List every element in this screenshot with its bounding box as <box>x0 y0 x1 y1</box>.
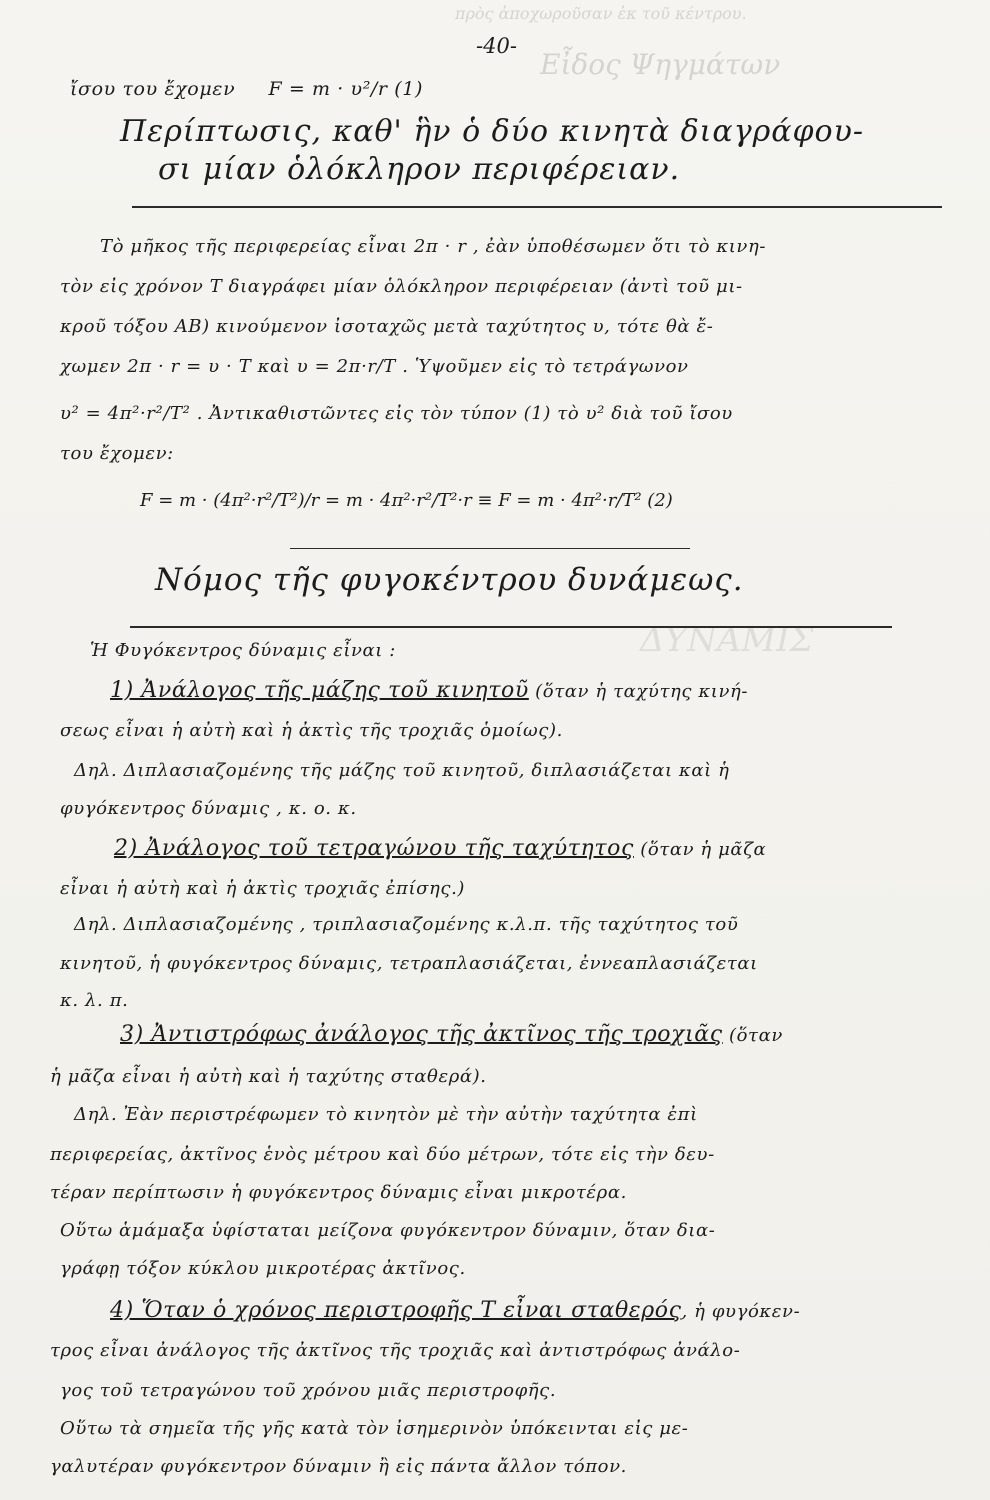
formula-1: F = m · υ²/r (1) <box>268 78 423 100</box>
formula-2: F = m · (4π²·r²/T²)/r = m · 4π²·r²/T²·r ≡ F = m · 4π²·r/T² (2) <box>140 490 673 511</box>
heading-case-full-circle-line2: σι μίαν ὁλόκληρον περιφέρειαν. <box>158 152 681 187</box>
law-item-3-explanation: τέραν περίπτωσιν ἡ φυγόκεντρος δύναμις εἶναι μικροτέρα. <box>50 1182 627 1203</box>
intro-line <box>70 80 950 99</box>
law-item-3-explanation: Δηλ. Ἐὰν περιστρέφωμεν τὸ κινητὸν μὲ τὴν αὐτὴν ταχύτητα ἐπὶ <box>74 1104 698 1125</box>
paragraph-line: κροῦ τόξου ΑΒ) κινούμενον ἰσοταχῶς μετὰ ταχύτητος υ, τότε θὰ ἔ- <box>60 316 714 337</box>
law-item-4 <box>110 1300 950 1322</box>
law-item-3-explanation: Οὕτω ἁμάμαξα ὑφίσταται μείζονα φυγόκεντρον δύναμιν, ὅταν δια- <box>60 1220 716 1241</box>
paragraph-line: τὸν εἰς χρόνον Τ διαγράφει μίαν ὁλόκληρον περιφέρειαν (ἀντὶ τοῦ μι- <box>60 276 743 297</box>
paragraph-line: Τὸ μῆκος τῆς περιφερείας εἶναι 2π · r , ἐὰν ὑποθέσωμεν ὅτι τὸ κινη- <box>100 236 767 257</box>
heading-law-centrifugal: Νόμος τῆς φυγοκέντρου δυνάμεως. <box>155 562 744 598</box>
law-item-1-condition: (ὅταν ἡ ταχύτης κινή- <box>528 681 749 702</box>
law-item-4-explanation: Οὕτω τὰ σημεῖα τῆς γῆς κατὰ τὸν ἰσημερινὸν ὑπόκεινται εἰς με- <box>60 1418 689 1439</box>
law-item-1-cont: σεως εἶναι ἡ αὐτὴ καὶ ἡ ἀκτὶς τῆς τροχιᾶς ὁμοίως). <box>60 720 563 741</box>
law-item-2-explanation: κινητοῦ, ἡ φυγόκεντρος δύναμις, τετραπλασιάζεται, ἐννεαπλασιάζεται <box>60 953 758 974</box>
law-item-4-title: 4) Ὅταν ὁ χρόνος περιστροφῆς Τ εἶναι σταθερός <box>110 1298 682 1323</box>
bleed-through-word: ΔΥΝΑΜΙΣ <box>640 620 814 660</box>
paragraph-line: του ἔχομεν: <box>60 443 174 464</box>
law-item-3-title: 3) Ἀντιστρόφως ἀνάλογος τῆς ἀκτῖνος τῆς τροχιᾶς <box>120 1022 723 1047</box>
law-item-2-cont: εἶναι ἡ αὐτὴ καὶ ἡ ἀκτὶς τροχιᾶς ἐπίσης.) <box>60 878 466 899</box>
paragraph-line: χωμεν 2π · r = υ · Τ καὶ υ = 2π·r/T . Ὑψοῦμεν εἰς τὸ τετράγωνον <box>60 356 689 377</box>
law-item-1-title: 1) Ἀνάλογος τῆς μάζης τοῦ κινητοῦ <box>110 678 529 703</box>
law-item-4-explanation: γαλυτέραν φυγόκεντρον δύναμιν ἢ εἰς πάντα ἄλλον τόπον. <box>50 1456 627 1477</box>
heading-divider <box>132 206 942 208</box>
bleed-through-title: Εἶδος Ψηγμάτων <box>540 48 781 81</box>
law-item-3-condition: (ὅταν <box>722 1025 783 1046</box>
law-item-3-explanation: γράφῃ τόξον κύκλου μικροτέρας ἀκτῖνος. <box>60 1258 466 1279</box>
law-item-3-explanation: περιφερείας, ἀκτῖνος ἑνὸς μέτρου καὶ δύο μέτρων, τότε εἰς τὴν δευ- <box>50 1144 715 1165</box>
heading-case-full-circle-line1: Περίπτωσις, καθ' ἣν ὁ δύο κινητὰ διαγράφου- <box>120 114 864 149</box>
page-number: -40- <box>476 34 517 58</box>
paragraph-line: υ² = 4π²·r²/T² . Ἀντικαθιστῶντες εἰς τὸν τύπον (1) τὸ υ² διὰ τοῦ ἴσου <box>60 403 733 424</box>
law-intro: Ἡ Φυγόκεντρος δύναμις εἶναι : <box>90 640 396 661</box>
formula-divider <box>290 548 690 549</box>
law-item-2-condition: (ὅταν ἡ μᾶζα <box>633 839 767 860</box>
intro-lead: ἴσου του ἔχομεν <box>70 78 236 100</box>
law-item-3-cont: ἡ μᾶζα εἶναι ἡ αὐτὴ καὶ ἡ ταχύτης σταθερά). <box>50 1066 487 1087</box>
law-item-2 <box>114 838 950 860</box>
law-item-2-explanation: Δηλ. Διπλασιαζομένης , τριπλασιαζομένης κ.λ.π. τῆς ταχύτητος τοῦ <box>74 914 739 935</box>
law-item-4-cont: τρος εἶναι ἀνάλογος τῆς ἀκτῖνος τῆς τροχιᾶς καὶ ἀντιστρόφως ἀνάλο- <box>50 1340 741 1361</box>
heading-law-divider <box>130 626 892 628</box>
law-item-1 <box>110 680 950 702</box>
law-item-2-title: 2) Ἀνάλογος τοῦ τετραγώνου τῆς ταχύτητος <box>114 836 634 861</box>
law-item-4-explanation: γος τοῦ τετραγώνου τοῦ χρόνου μιᾶς περιστροφῆς. <box>60 1380 557 1401</box>
law-item-3 <box>120 1024 950 1046</box>
law-item-2-explanation: κ. λ. π. <box>60 990 129 1011</box>
law-item-1-explanation: Δηλ. Διπλασιαζομένης τῆς μάζης τοῦ κινητοῦ, διπλασιάζεται καὶ ἡ <box>74 760 730 781</box>
law-item-1-explanation: φυγόκεντρος δύναμις , κ. ο. κ. <box>60 798 357 819</box>
bleed-through-top: πρὸς ἀποχωροῦσαν ἐκ τοῦ κέντρου. <box>455 4 747 23</box>
law-item-4-condition: , ἡ φυγόκεν- <box>681 1301 801 1322</box>
